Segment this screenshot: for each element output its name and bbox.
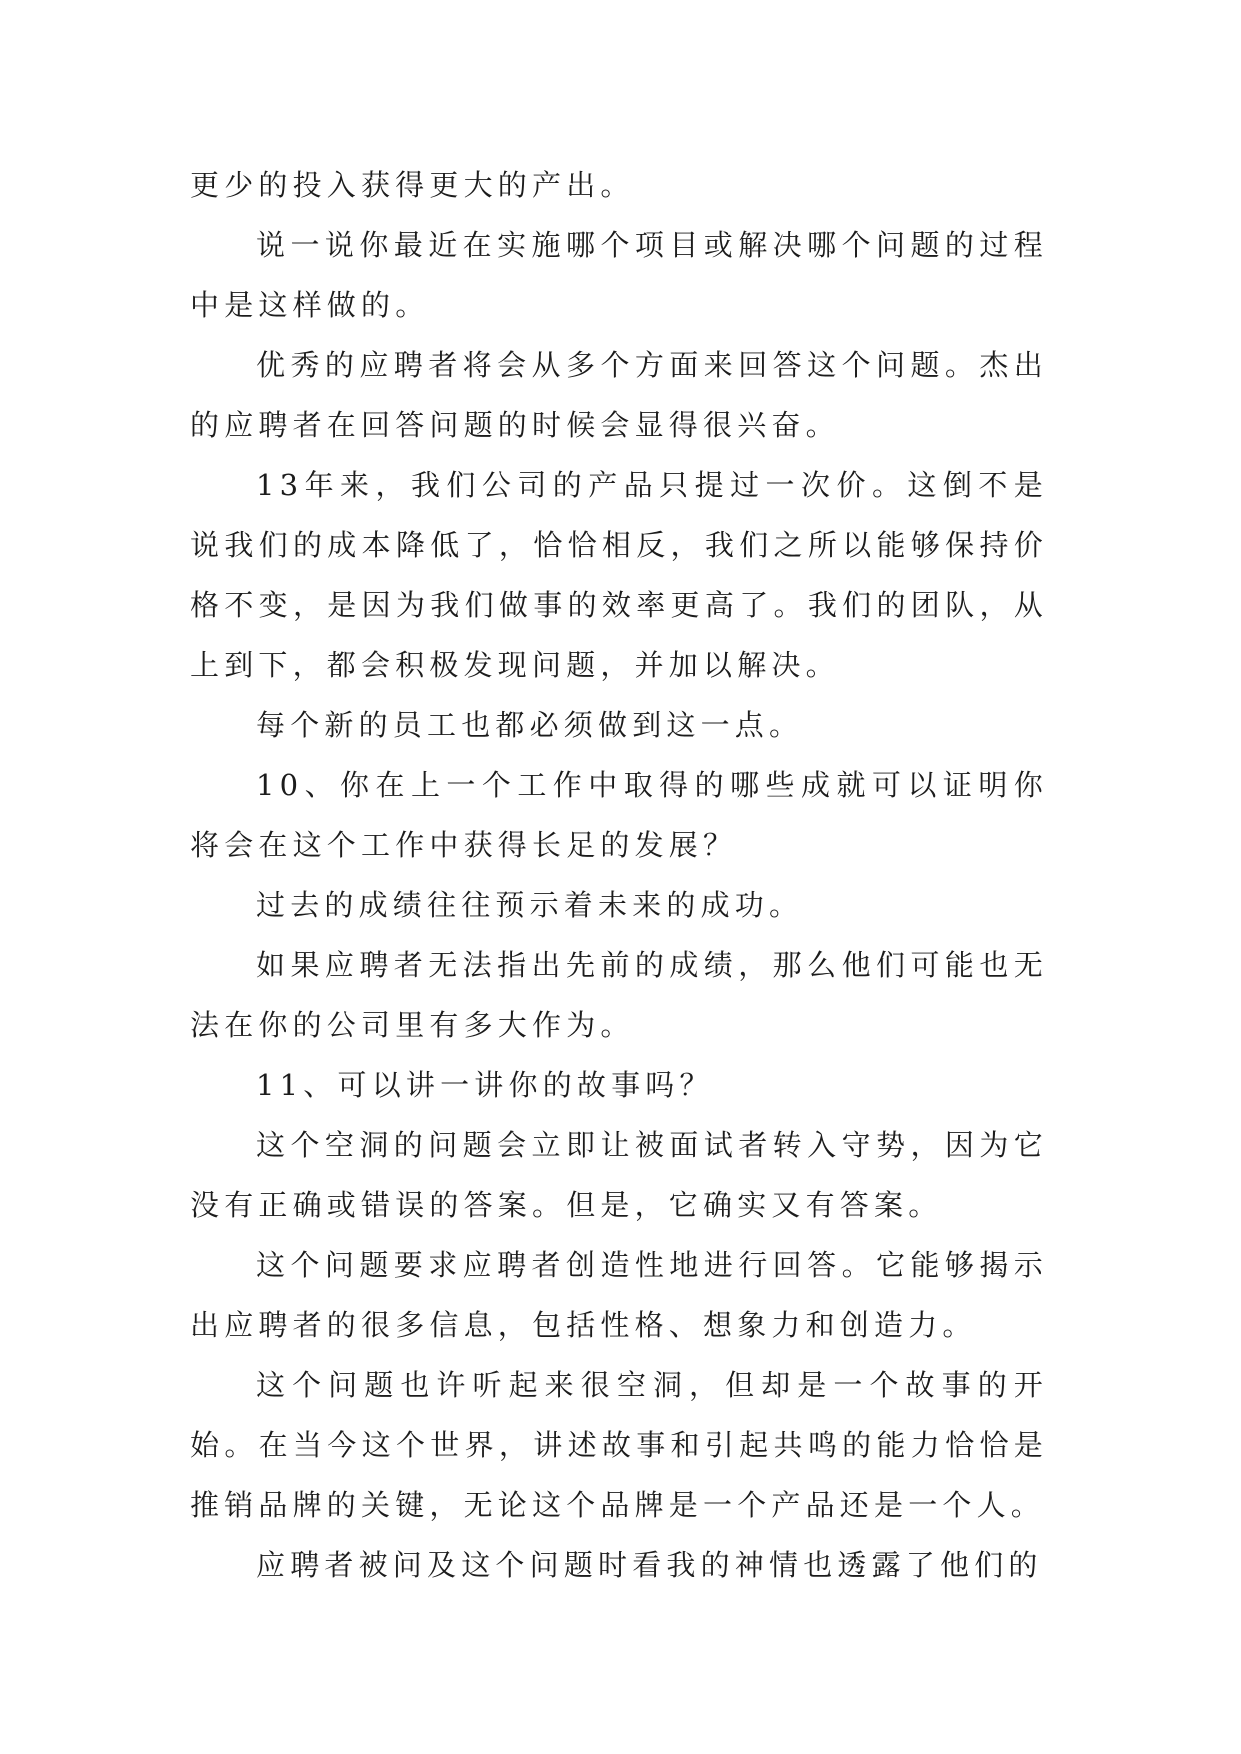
paragraph: 13年来，我们公司的产品只提过一次价。这倒不是说我们的成本降低了，恰恰相反，我们之所以能够保持价格不变，是因为我们做事的效率更高了。我们的团队，从上到下，都会积极发现问题，并加以解决。 bbox=[190, 468, 1048, 682]
paragraph: 这个问题要求应聘者创造性地进行回答。它能够揭示出应聘者的很多信息，包括性格、想象力和创造力。 bbox=[190, 1248, 1048, 1342]
paragraph-continuation: 更少的投入获得更大的产出。 bbox=[190, 168, 635, 202]
paragraph: 如果应聘者无法指出先前的成绩，那么他们可能也无法在你的公司里有多大作为。 bbox=[190, 948, 1048, 1042]
body-text bbox=[190, 155, 1048, 1595]
paragraph: 优秀的应聘者将会从多个方面来回答这个问题。杰出的应聘者在回答问题的时候会显得很兴奋。 bbox=[190, 348, 1048, 442]
paragraph: 这个空洞的问题会立即让被面试者转入守势，因为它没有正确或错误的答案。但是，它确实又有答案。 bbox=[190, 1128, 1048, 1222]
paragraph: 应聘者被问及这个问题时看我的神情也透露了他们的 bbox=[256, 1548, 1043, 1582]
question-heading: 10、你在上一个工作中取得的哪些成就可以证明你将会在这个工作中获得长足的发展？ bbox=[190, 768, 1048, 862]
paragraph: 说一说你最近在实施哪个项目或解决哪个问题的过程中是这样做的。 bbox=[190, 228, 1048, 322]
paragraph: 过去的成绩往往预示着未来的成功。 bbox=[256, 888, 804, 922]
question-heading: 11、可以讲一讲你的故事吗？ bbox=[256, 1068, 714, 1102]
paragraph: 每个新的员工也都必须做到这一点。 bbox=[256, 708, 804, 742]
paragraph: 这个问题也许听起来很空洞，但却是一个故事的开始。在当今这个世界，讲述故事和引起共鸣的能力恰恰是推销品牌的关键，无论这个品牌是一个产品还是一个人。 bbox=[190, 1368, 1048, 1522]
